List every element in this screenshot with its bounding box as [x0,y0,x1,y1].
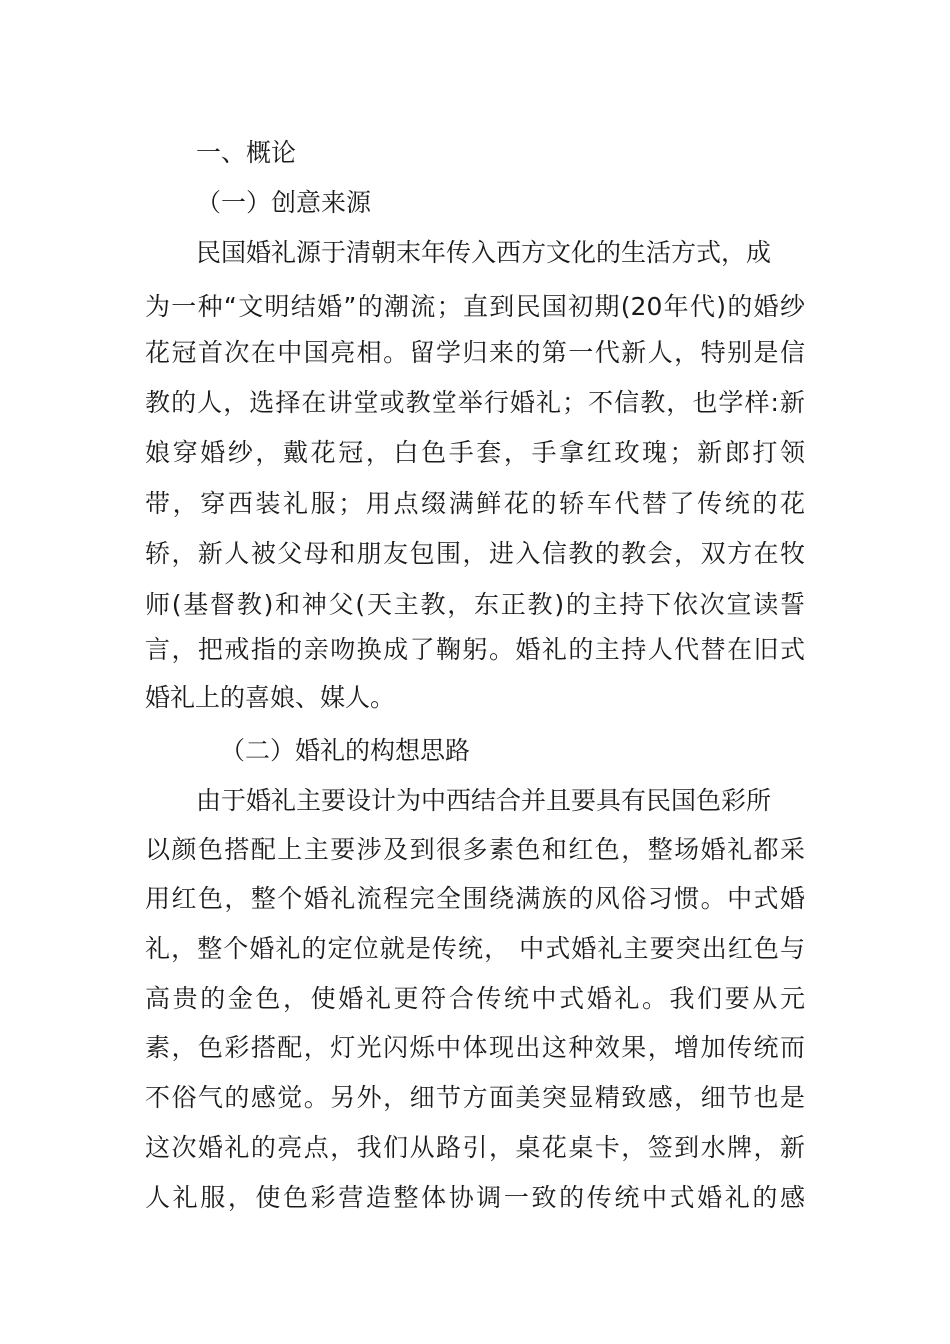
paragraph-line: 以颜色搭配上主要涉及到很多素色和红色，整场婚礼都采 [145,835,805,864]
paragraph-line: 由于婚礼主要设计为中西结合并且要具有民国色彩所 [196,786,772,815]
paragraph-line: 人礼服，使色彩营造整体协调一致的传统中式婚礼的感 [145,1183,805,1212]
paragraph-line: 礼，整个婚礼的定位就是传统， 中式婚礼主要突出红色与 [145,934,805,963]
paragraph-line: 用红色，整个婚礼流程完全围绕满族的风俗习惯。中式婚 [145,884,805,913]
paragraph-line: 带，穿西装礼服；用点缀满鲜花的轿车代替了传统的花 [145,489,805,518]
paragraph-line: 不俗气的感觉。另外，细节方面美突显精致感，细节也是 [145,1083,805,1112]
paragraph-line: 素，色彩搭配，灯光闪烁中体现出这种效果，增加传统而 [145,1033,805,1062]
paragraph-line: 师(基督教)和神父(天主教，东正教)的主持下依次宣读誓 [145,590,805,619]
paragraph-line: 言，把戒指的亲吻换成了鞠躬。婚礼的主持人代替在旧式 [145,635,805,664]
paragraph-line: 高贵的金色，使婚礼更符合传统中式婚礼。我们要从元 [145,984,805,1013]
paragraph-line: 这次婚礼的亮点，我们从路引，桌花桌卡，签到水牌，新 [145,1133,805,1162]
paragraph-line: 轿，新人被父母和朋友包围，进入信教的教会，双方在牧 [145,539,805,568]
paragraph-line: 为一种“文明结婚”的潮流；直到民国初期(20年代)的婚纱 [145,292,805,321]
paragraph-line: 教的人，选择在讲堂或教堂举行婚礼；不信教，也学样:新 [145,388,805,417]
paragraph-line: 婚礼上的喜娘、媒人。 [145,683,396,712]
section-title-creative-source: （一）创意来源 [196,188,372,217]
paragraph-line: 娘穿婚纱，戴花冠，白色手套，手拿红玫瑰；新郎打领 [145,438,805,467]
paragraph-line: 民国婚礼源于清朝末年传入西方文化的生活方式，成 [196,238,772,267]
heading-overview: 一、概论 [196,138,297,167]
section-title-wedding-concept: （二）婚礼的构想思路 [220,736,471,765]
paragraph-line: 花冠首次在中国亮相。留学归来的第一代新人，特别是信 [145,338,805,367]
